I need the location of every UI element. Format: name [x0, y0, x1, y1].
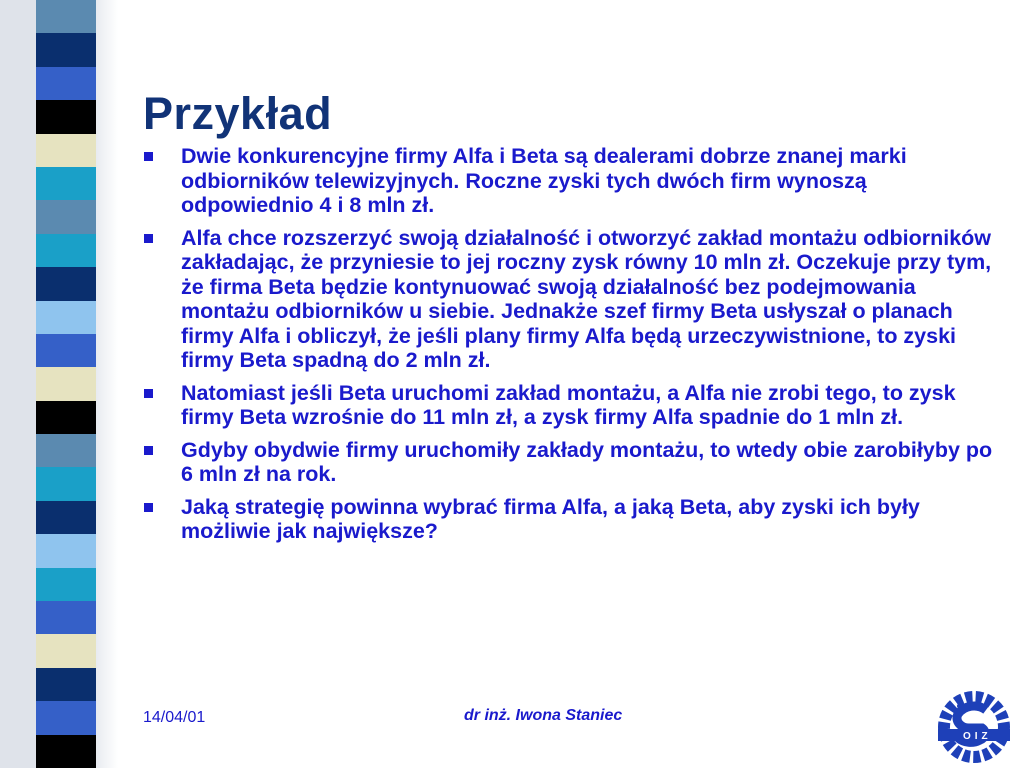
stripe-segment [36, 33, 96, 66]
bullet-item [143, 381, 1003, 430]
bullet-item [143, 438, 1003, 487]
bullet-list [143, 144, 1003, 552]
bullet-item [143, 226, 1003, 373]
stripe-segment [36, 568, 96, 601]
stripe-segment [36, 0, 96, 33]
slide-title: Przykład [143, 88, 333, 139]
bullet-text: Gdyby obydwie firmy uruchomiły zakłady montażu, to wtedy obie zarobiłyby po 6 mln zł na rok. [181, 437, 993, 486]
stripe-segment [36, 134, 96, 167]
square-bullet-icon [144, 503, 153, 512]
bullet-text: Dwie konkurencyjne firmy Alfa i Beta są dealerami dobrze znanej marki odbiorników telewizyjnych. Roczne zyski tych dwóch firm wynoszą odpowiednio 4 i 8 mln zł. [181, 144, 907, 217]
oiz-logo-icon [928, 690, 1020, 764]
stripe-segment [36, 100, 96, 133]
bullet-item [143, 495, 1003, 544]
stripe-segment [36, 434, 96, 467]
stripe-segment [36, 367, 96, 400]
square-bullet-icon [144, 446, 153, 455]
stripe-segment [36, 467, 96, 500]
logo-text: OIZ [963, 731, 992, 742]
square-bullet-icon [144, 234, 153, 243]
bullet-item [143, 144, 1003, 218]
stripe-segment [36, 634, 96, 667]
stripe-segment [36, 601, 96, 634]
decorative-stripes [36, 0, 96, 768]
stripe-segment [36, 501, 96, 534]
stripe-segment [36, 701, 96, 734]
stripe-edge-shadow [96, 0, 118, 768]
bullet-text: Jaką strategię powinna wybrać firma Alfa, a jaką Beta, aby zyski ich były możliwie jak największe? [181, 494, 920, 543]
footer-author: dr inż. Iwona Staniec [464, 707, 623, 724]
stripe-segment [36, 401, 96, 434]
stripe-segment [36, 200, 96, 233]
square-bullet-icon [144, 152, 153, 161]
stripe-segment [36, 334, 96, 367]
stripe-segment [36, 234, 96, 267]
stripe-segment [36, 167, 96, 200]
stripe-segment [36, 534, 96, 567]
stripe-segment [36, 67, 96, 100]
footer-date: 14/04/01 [143, 709, 206, 726]
stripe-segment [36, 301, 96, 334]
bullet-text: Alfa chce rozszerzyć swoją działalność i otworzyć zakład montażu odbiorników zakładając, że przyniesie to jej roczny zysk równy 10 mln zł. Oczekuje przy tym, że firma Beta będzie kontynuować swoją działalność bez podejmowania montażu odbiorników u siebie. Jednakże szef firmy Beta usłyszał o planach firmy Alfa i obliczył, że jeśli plany firmy Alfa będą urzeczywistnione, to zyski firmy Beta spadną do 2 mln zł. [181, 225, 992, 372]
bullet-text: Natomiast jeśli Beta uruchomi zakład montażu, a Alfa nie zrobi tego, to zysk firmy Beta wzrośnie do 11 mln zł, a zysk firmy Alfa spadnie do 1 mln zł. [181, 380, 956, 429]
stripe-segment [36, 267, 96, 300]
square-bullet-icon [144, 389, 153, 398]
stripe-segment [36, 668, 96, 701]
stripe-segment [36, 735, 96, 768]
